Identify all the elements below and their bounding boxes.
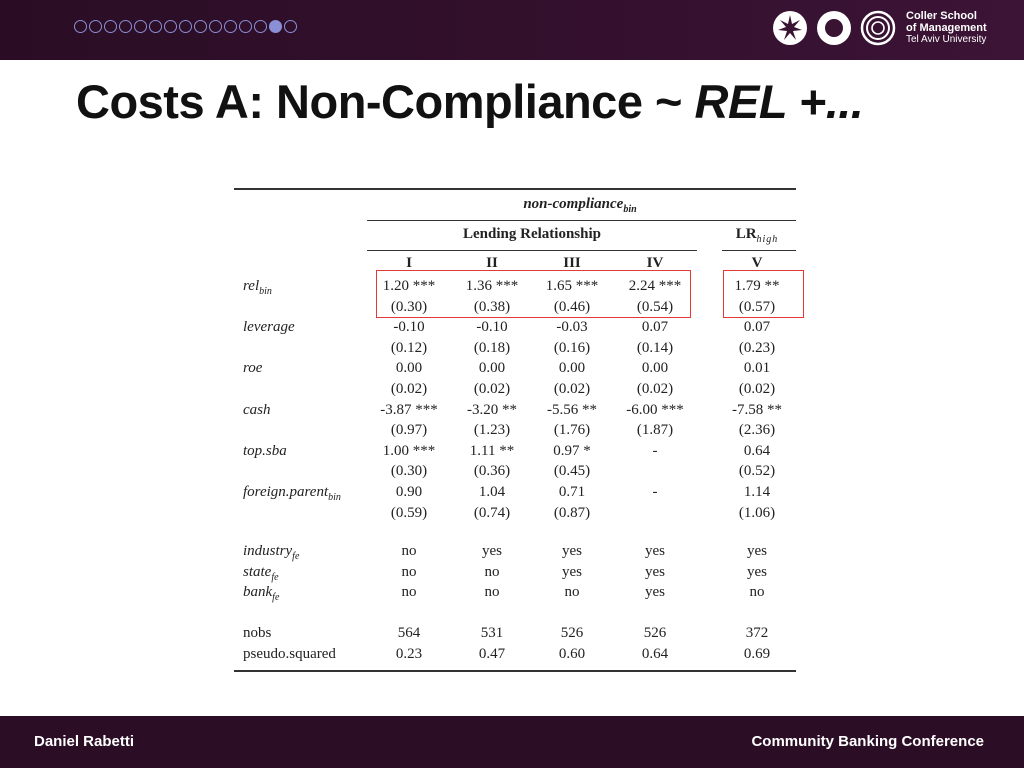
fe-cell: yes (645, 563, 665, 580)
coef-cell: 0.71 (558, 484, 586, 500)
se-cell: (0.52) (738, 463, 776, 480)
se-cell: (1.23) (473, 422, 511, 439)
se-cell: (0.02) (636, 381, 674, 397)
row-label-rel-text: rel (243, 278, 260, 294)
column-header-2: II (486, 255, 498, 271)
coef-cell: 0.97 * (553, 442, 591, 459)
coef-cell: -0.03 (556, 319, 588, 336)
fe-label-bank (243, 584, 279, 603)
coef-cell: 0.01 (743, 360, 771, 377)
fe-label-state (243, 564, 279, 583)
coef-cell: -3.20 ** (467, 401, 517, 418)
column-header-3: III (563, 255, 581, 271)
logo-text (906, 10, 987, 46)
slide-dot-7[interactable] (164, 20, 177, 33)
stat-cell: 526 (560, 625, 584, 641)
se-cell: (0.02) (473, 381, 511, 397)
slide-dot-8[interactable] (179, 20, 192, 33)
stat-cell: 526 (643, 625, 667, 641)
coef-cell: 1.00 *** (382, 442, 436, 459)
se-cell: (0.87) (553, 504, 591, 521)
row-label-top.sba (243, 443, 287, 460)
coef-cell: 1.65 *** (545, 278, 599, 294)
row-label-roe (243, 360, 262, 377)
column-header-4: IV (646, 255, 664, 271)
row-label-foreign.parent-subscript: bin (328, 492, 341, 503)
logo-mark-icon (770, 10, 898, 46)
row-label-top.sba-text: top.sba (243, 442, 287, 459)
fe-cell: yes (645, 543, 665, 559)
coef-cell: 0.07 (743, 319, 771, 336)
se-cell: (0.38) (473, 298, 511, 315)
se-cell: (0.30) (390, 463, 428, 480)
fe-cell: yes (747, 563, 767, 580)
coef-cell: 0.00 (395, 360, 423, 377)
coef-cell: - (652, 484, 658, 500)
coef-cell: -3.87 *** (380, 401, 438, 418)
fe-cell: yes (482, 543, 502, 559)
fe-cell: yes (562, 543, 582, 559)
fe-cell: no (564, 584, 580, 601)
fe-cell: no (401, 543, 417, 559)
se-cell: (0.46) (553, 298, 591, 315)
coef-cell: -6.00 *** (626, 401, 684, 418)
footer-author: Daniel Rabetti (34, 733, 135, 750)
regression-table (234, 188, 796, 672)
row-label-foreign.parent (243, 484, 341, 503)
coef-cell: 0.00 (558, 360, 586, 377)
school-logo (770, 10, 987, 46)
fe-cell: yes (645, 584, 665, 601)
coef-cell: -7.58 ** (732, 401, 782, 418)
fe-label-state-subscript: fe (271, 571, 279, 583)
bottom-bar (0, 716, 1024, 768)
group2-rule (722, 250, 796, 251)
se-cell: (0.02) (738, 381, 776, 397)
coef-cell: 0.07 (641, 319, 669, 336)
coef-cell: 1.04 (478, 484, 506, 500)
group1-rule (367, 250, 697, 251)
coef-cell: 0.90 (395, 484, 423, 500)
slide-dot-5[interactable] (134, 20, 147, 33)
slide-dot-4[interactable] (119, 20, 132, 33)
logo-line-3: Tel Aviv University (906, 34, 987, 45)
coef-cell: 0.64 (743, 442, 771, 459)
stat-cell: 0.47 (478, 645, 506, 662)
fe-cell: yes (562, 563, 582, 580)
row-label-cash (243, 402, 271, 419)
se-cell: (0.36) (473, 463, 511, 480)
fe-cell: yes (747, 543, 767, 559)
se-cell: (1.76) (553, 422, 591, 439)
row-label-foreign.parent-text: foreign.parent (243, 484, 329, 500)
coef-cell: 1.11 ** (469, 442, 515, 459)
coef-cell: 1.79 ** (734, 278, 780, 294)
coef-cell: -0.10 (476, 319, 508, 336)
slide-dot-15[interactable] (284, 20, 297, 33)
slide-dot-14[interactable] (269, 20, 282, 33)
logo-line-1: Coller School (906, 10, 977, 22)
slide-dot-13[interactable] (254, 20, 267, 33)
slide-dot-2[interactable] (89, 20, 102, 33)
fe-label-industry-subscript: fe (292, 551, 300, 562)
stat-cell: 531 (480, 625, 504, 641)
slide-title-main: Costs A: Non-Compliance ~ (76, 75, 695, 128)
stat-cell: 0.69 (743, 645, 771, 662)
se-cell: (0.45) (553, 463, 591, 480)
slide-title (76, 74, 863, 129)
se-cell: (1.06) (738, 504, 776, 521)
coef-cell: 0.00 (641, 360, 669, 377)
coef-cell: 2.24 *** (628, 278, 682, 294)
fe-label-industry (243, 543, 299, 562)
top-bar (0, 0, 1024, 60)
se-cell: (0.97) (390, 422, 428, 439)
table-top-header (523, 196, 636, 215)
table-top-rule (234, 188, 796, 190)
coef-cell: 0.00 (478, 360, 506, 377)
column-header-1: I (406, 255, 412, 271)
slide-dot-3[interactable] (104, 20, 117, 33)
row-label-leverage (243, 319, 295, 336)
table-header-rule (367, 220, 796, 221)
slide-title-italic: REL +... (694, 75, 864, 128)
slide-dot-1[interactable] (74, 20, 87, 33)
fe-cell: no (401, 584, 417, 601)
fe-cell: no (749, 584, 765, 601)
top-header-sub: bin (623, 204, 637, 215)
top-header-text: non-compliance (523, 196, 624, 212)
se-cell: (0.16) (553, 339, 591, 356)
se-cell: (0.54) (636, 298, 674, 315)
stat-cell: 372 (745, 625, 769, 641)
se-cell: (0.57) (738, 298, 776, 315)
coef-cell: -0.10 (393, 319, 425, 336)
slide-dot-10[interactable] (209, 20, 222, 33)
slide-dot-12[interactable] (239, 20, 252, 33)
column-header-5: V (751, 255, 763, 271)
slide-dot-11[interactable] (224, 20, 237, 33)
slide-dot-9[interactable] (194, 20, 207, 33)
slide-progress-dots (74, 20, 297, 33)
fe-cell: no (484, 584, 500, 601)
stat-label-nobs: nobs (243, 625, 272, 641)
table-bottom-rule (234, 670, 796, 672)
stat-cell: 0.23 (395, 645, 423, 662)
stat-cell: 564 (397, 625, 421, 641)
se-cell: (0.18) (473, 339, 511, 356)
se-cell: (0.02) (390, 381, 428, 397)
se-cell: (0.12) (390, 339, 428, 356)
slide-dot-6[interactable] (149, 20, 162, 33)
fe-label-bank-text: bank (243, 584, 273, 601)
coef-cell: 1.36 *** (465, 278, 519, 294)
fe-label-industry-text: industry (243, 543, 293, 559)
stat-label-pseudo.squared: pseudo.squared (243, 645, 336, 662)
row-label-rel-subscript: bin (259, 286, 272, 297)
row-label-roe-text: roe (243, 360, 263, 377)
se-cell: (0.14) (636, 339, 674, 356)
fe-cell: no (401, 563, 417, 580)
coef-cell: - (652, 442, 658, 459)
group2-text: LR (735, 226, 757, 242)
se-cell: (0.02) (553, 381, 591, 397)
fe-label-state-text: state (243, 563, 272, 580)
coef-cell: -5.56 ** (547, 401, 597, 418)
row-label-leverage-text: leverage (243, 319, 295, 336)
fe-cell: no (484, 563, 500, 580)
se-cell: (0.23) (738, 339, 776, 356)
footer-conference: Community Banking Conference (751, 733, 984, 750)
group2-sub: high (756, 234, 779, 245)
row-label-cash-text: cash (243, 401, 271, 418)
fe-label-bank-subscript: fe (272, 592, 280, 604)
row-label-rel (243, 278, 272, 297)
stat-cell: 0.60 (558, 645, 586, 662)
se-cell: (1.87) (636, 422, 674, 439)
se-cell: (0.30) (390, 298, 428, 315)
stat-cell: 0.64 (641, 645, 669, 662)
logo-line-2: of Management (906, 22, 987, 34)
se-cell: (0.59) (390, 504, 428, 521)
se-cell: (2.36) (738, 422, 776, 439)
group-header-lr-high (736, 226, 779, 245)
coef-cell: 1.20 *** (382, 278, 436, 294)
group-header-lending: Lending Relationship (463, 226, 601, 242)
coef-cell: 1.14 (743, 484, 771, 500)
se-cell: (0.74) (473, 504, 511, 521)
